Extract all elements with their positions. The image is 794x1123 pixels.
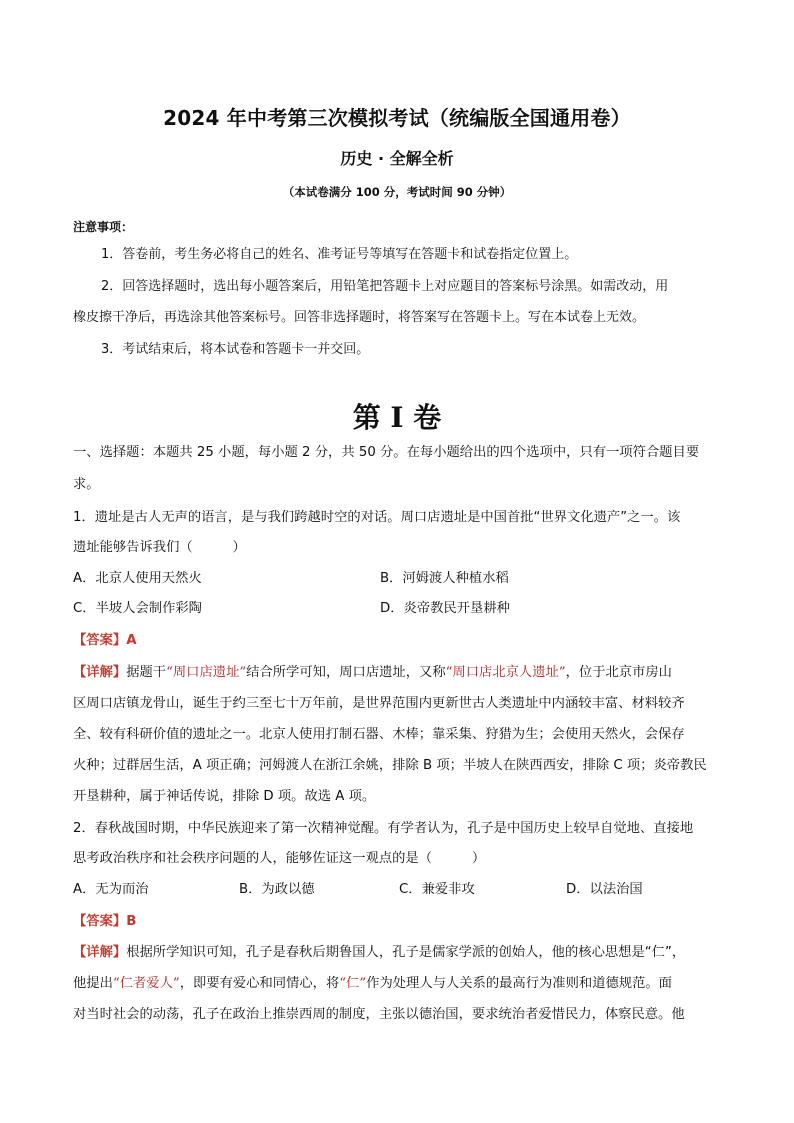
q1-stem-line-1: 1．遗址是古人无声的语言，是与我们跨越时空的对话。周口店遗址是中国首批“世界文化遗产”之一。该 xyxy=(73,510,681,525)
notice-item-2: 2．回答选择题时，选出每小题答案后，用铅笔把答题卡上对应题目的答案标号涂黑。如需改动，用 xyxy=(101,279,669,294)
q2-detail-label: 【详解】 xyxy=(73,945,127,960)
q1-option-b: B．河姆渡人种植水稻 xyxy=(380,571,509,586)
q2-detail-text: 作为处理人与人关系的最高行为准则和道德规范。面 xyxy=(366,976,672,991)
q1-detail-highlight: “周口店北京人遗址” xyxy=(445,665,566,680)
exam-scoreline: （本试卷满分 100 分，考试时间 90 分钟） xyxy=(282,185,512,199)
q2-answer-value: B xyxy=(126,914,137,929)
section-intro-line-1: 一、选择题：本题共 25 小题，每小题 2 分，共 50 分。在每小题给出的四个选项中，只有一项符合题目要 xyxy=(73,445,700,460)
q2-detail-highlight: “仁者爱人” xyxy=(112,976,180,991)
q1-answer-label: 【答案】 xyxy=(73,633,127,648)
exam-title: 2024 年中考第三次模拟考试（统编版全国通用卷） xyxy=(163,106,631,130)
q1-detail-text: ，位于北京市房山 xyxy=(565,665,672,680)
notice-item-1: 1．答卷前，考生务必将自己的姓名、准考证号等填写在答题卡和试卷指定位置上。 xyxy=(101,247,578,262)
q2-option-b: B．为政以德 xyxy=(239,882,315,897)
q1-detail-line-2: 区周口店镇龙骨山，诞生于约三至七十万年前，是世界范围内更新世古人类遗址中内涵较丰富、材料较齐 xyxy=(73,696,685,711)
q2-option-c: C．兼爱非攻 xyxy=(399,882,475,897)
q1-detail-line-5: 开垦耕种，属于神话传说，排除 D 项。故选 A 项。 xyxy=(73,789,376,804)
notice-title: 注意事项： xyxy=(73,220,134,234)
q2-detail-line-1 xyxy=(73,944,685,962)
q2-detail-text: ，即要有爱心和同情心，将 xyxy=(179,976,340,991)
q1-answer xyxy=(73,632,136,650)
q1-option-a: A．北京人使用天然火 xyxy=(73,571,202,586)
q1-stem-line-2: 遗址能够告诉我们（ ） xyxy=(73,540,246,555)
q1-detail-highlight: “周口店遗址” xyxy=(166,665,247,680)
q2-detail-text: 他提出 xyxy=(73,976,113,991)
q1-answer-value: A xyxy=(126,633,137,648)
q1-detail-text: 结合所学可知，周口店遗址，又称 xyxy=(246,665,446,680)
q2-answer xyxy=(73,913,136,931)
notice-item-2-cont: 橡皮擦干净后，再选涂其他答案标号。回答非选择题时，将答案写在答题卡上。写在本试卷上无效。 xyxy=(73,310,646,325)
q2-detail-highlight: “仁” xyxy=(339,976,367,991)
q1-detail-text: 据题干 xyxy=(126,665,167,680)
q2-detail-text: 根据所学知识可知，孔子是春秋后期鲁国人，孔子是儒家学派的创始人，他的核心思想是“仁”， xyxy=(126,945,686,960)
notice-item-3: 3．考试结束后，将本试卷和答题卡一并交回。 xyxy=(101,342,370,357)
q2-stem-line-1: 2．春秋战国时期，中华民族迎来了第一次精神觉醒。有学者认为，孔子是中国历史上较早自觉地、直接地 xyxy=(73,821,694,836)
q2-detail-line-2 xyxy=(73,975,672,993)
q1-detail-line-4: 火种；过群居生活，A 项正确；河姆渡人在浙江余姚，排除 B 项；半坡人在陕西西安，排除 C 项；炎帝教民 xyxy=(73,758,707,773)
q1-detail-label: 【详解】 xyxy=(73,665,127,680)
q2-answer-label: 【答案】 xyxy=(73,914,127,929)
q1-option-c: C．半坡人会制作彩陶 xyxy=(73,601,202,616)
section-heading: 第 I 卷 xyxy=(352,401,442,434)
q2-stem-line-2: 思考政治秩序和社会秩序问题的人，能够佐证这一观点的是（ ） xyxy=(73,851,486,866)
q1-detail-line-1 xyxy=(73,664,672,682)
section-intro-line-2: 求。 xyxy=(73,477,100,492)
q1-detail-line-3: 全、较有科研价值的遗址之一。北京人使用打制石器、木棒；靠采集、狩猎为生；会使用天然火，会保存 xyxy=(73,727,685,742)
exam-subtitle: 历史 · 全解全析 xyxy=(340,149,454,168)
q2-detail-line-3: 对当时社会的动荡，孔子在政治上推崇西周的制度，主张以德治国，要求统治者爱惜民力，体察民意。他 xyxy=(73,1007,685,1022)
q1-option-d: D．炎帝教民开垦耕种 xyxy=(380,601,510,616)
q2-option-a: A．无为而治 xyxy=(73,882,149,897)
q2-option-d: D．以法治国 xyxy=(566,882,643,897)
